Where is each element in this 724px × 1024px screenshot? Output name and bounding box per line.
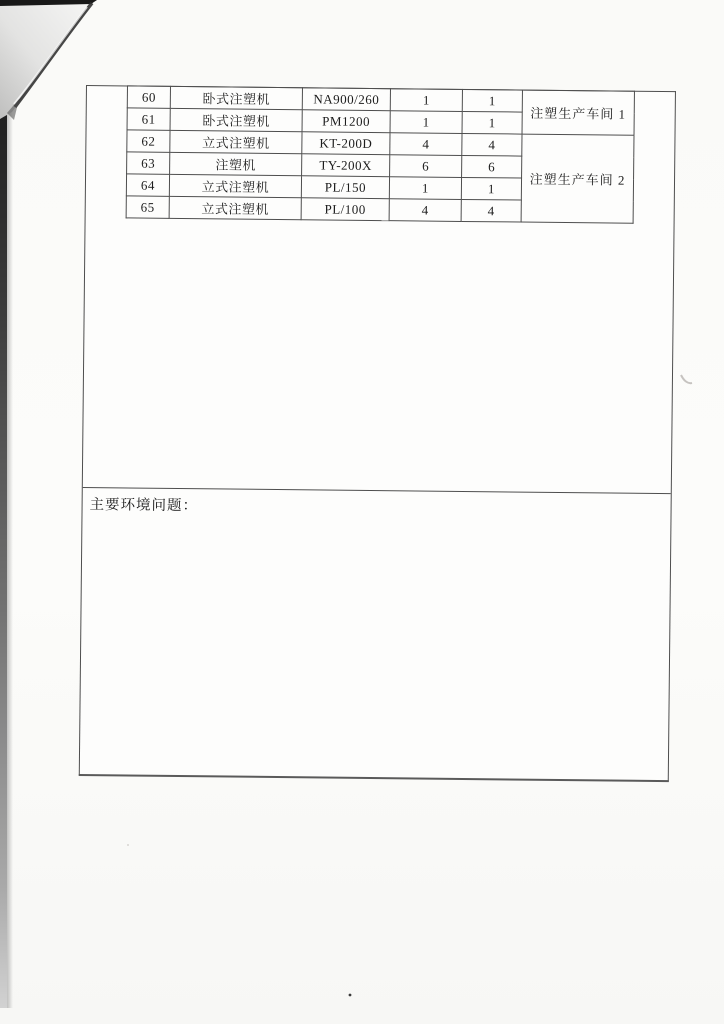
- cell-equipment-name: 卧式注塑机: [170, 86, 302, 109]
- cell-quantity: 6: [390, 155, 462, 178]
- scan-squiggle-mark: [681, 375, 692, 383]
- page-fold-edge-shadow: [15, 3, 92, 107]
- cell-quantity: 4: [461, 199, 521, 222]
- cell-serial-number: 61: [127, 108, 170, 130]
- cell-quantity: 4: [390, 133, 462, 156]
- scan-speck: [349, 994, 352, 997]
- scanner-top-edge: [0, 0, 97, 9]
- cell-model: TY-200X: [302, 154, 390, 177]
- cell-quantity: 1: [389, 177, 461, 200]
- cell-equipment-name: 立式注塑机: [169, 174, 301, 197]
- cell-quantity: 1: [390, 111, 462, 134]
- cell-quantity: 1: [461, 177, 521, 200]
- cell-workshop-group-1: 注塑生产车间 1: [522, 90, 634, 135]
- scanner-edge-strip: [0, 0, 7, 1008]
- page-fold-corner: [0, 4, 92, 119]
- cell-quantity: 1: [462, 111, 522, 134]
- cell-quantity: 4: [462, 133, 522, 156]
- section-label-environment-issues: 主要环境问题：: [89, 497, 199, 515]
- cell-model: PL/100: [301, 198, 389, 221]
- cell-serial-number: 62: [127, 130, 170, 152]
- cell-serial-number: 65: [126, 196, 169, 218]
- cell-quantity: 6: [462, 155, 522, 178]
- cell-equipment-name: 卧式注塑机: [170, 108, 302, 131]
- cell-quantity: 4: [389, 199, 461, 222]
- cell-model: NA900/260: [302, 88, 390, 111]
- document-border-box: [79, 85, 676, 782]
- cell-model: KT-200D: [302, 132, 390, 155]
- cell-quantity: 1: [390, 89, 462, 112]
- page-fold-tip-shadow: [7, 99, 19, 120]
- cell-equipment-name: 立式注塑机: [169, 196, 301, 219]
- cell-serial-number: 64: [126, 174, 169, 196]
- cell-equipment-name: 注塑机: [170, 152, 302, 175]
- cell-model: PM1200: [302, 110, 390, 133]
- page-fold-edge-highlight: [14, 7, 87, 104]
- cell-serial-number: 60: [127, 86, 170, 108]
- scan-speck: [127, 844, 129, 846]
- cell-quantity: 1: [462, 89, 522, 112]
- cell-model: PL/150: [301, 176, 389, 199]
- environment-issues-section: [80, 487, 671, 779]
- cell-serial-number: 63: [127, 152, 170, 174]
- cell-equipment-name: 立式注塑机: [170, 130, 302, 153]
- equipment-table: [126, 85, 635, 223]
- cell-workshop-group-2: 注塑生产车间 2: [521, 134, 634, 223]
